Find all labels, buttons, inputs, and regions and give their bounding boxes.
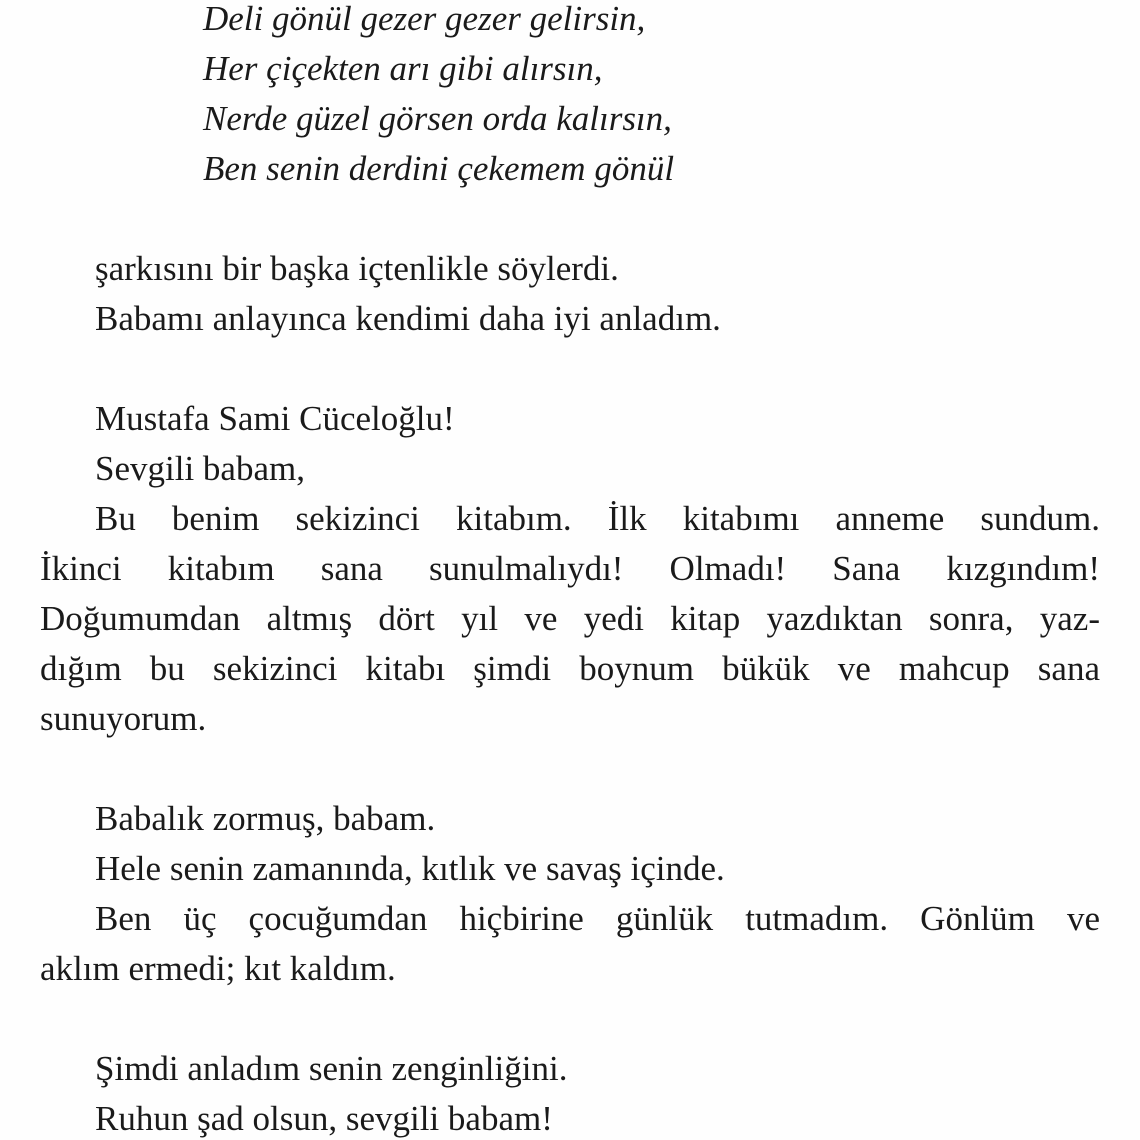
- paragraph-line: sunuyorum.: [40, 699, 207, 738]
- paragraph-line: Şimdi anladım senin zenginliğini.: [95, 1049, 568, 1088]
- fatherhood-section: [40, 794, 1100, 994]
- salutation-line: Mustafa Sami Cüceloğlu!: [95, 399, 455, 438]
- poem-line: Her çiçekten arı gibi alırsın,: [203, 49, 603, 88]
- paragraph-line: dığım bu sekizinci kitabı şimdi boynum bükük ve mahcup sana: [40, 649, 1100, 688]
- blank-line: [40, 194, 1100, 244]
- blank-line: [40, 744, 1100, 794]
- paragraph-line: Doğumumdan altmış dört yıl ve yedi kitap yazdıktan sonra, yaz-: [40, 599, 1100, 638]
- closing-section: [40, 1044, 1100, 1140]
- blank-line: [40, 344, 1100, 394]
- paragraph-line: şarkısını bir başka içtenlikle söylerdi.: [95, 249, 619, 288]
- after-poem-section: [40, 244, 1100, 344]
- poem-line: Nerde güzel görsen orda kalırsın,: [203, 99, 672, 138]
- paragraph-line: Ruhun şad olsun, sevgili babam!: [95, 1099, 553, 1138]
- salutation-line: Sevgili babam,: [95, 449, 305, 488]
- blank-line: [40, 994, 1100, 1044]
- poem-stanza: [203, 0, 1100, 194]
- dedication-section: [40, 394, 1100, 744]
- paragraph-line: Babamı anlayınca kendimi daha iyi anladım.: [95, 299, 721, 338]
- paragraph-line: İkinci kitabım sana sunulmalıydı! Olmadı! Sana kızgındım!: [40, 549, 1100, 588]
- poem-line: Ben senin derdini çekemem gönül: [203, 149, 675, 188]
- paragraph-line: Babalık zormuş, babam.: [95, 799, 436, 838]
- paragraph-line: Ben üç çocuğumdan hiçbirine günlük tutmadım. Gönlüm ve: [95, 899, 1100, 938]
- poem-line: Deli gönül gezer gezer gelirsin,: [203, 0, 646, 38]
- paragraph-line: aklım ermedi; kıt kaldım.: [40, 949, 396, 988]
- paragraph-line: Bu benim sekizinci kitabım. İlk kitabımı anneme sundum.: [95, 499, 1100, 538]
- paragraph-line: Hele senin zamanında, kıtlık ve savaş içinde.: [95, 849, 725, 888]
